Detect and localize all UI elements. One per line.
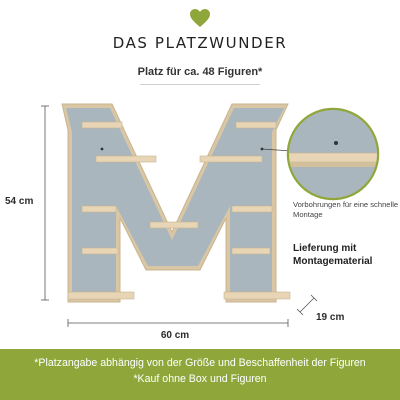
shelf-board xyxy=(236,122,276,128)
height-label: 54 cm xyxy=(5,196,34,207)
width-label: 60 cm xyxy=(160,330,190,341)
shelf-board xyxy=(68,292,134,299)
shelf-board xyxy=(232,206,272,212)
height-dimension xyxy=(41,106,49,300)
width-dimension xyxy=(68,319,288,327)
footer-note-1: *Platzangabe abhängig von der Größe und Beschaffenheit der Figuren xyxy=(34,357,366,369)
footer-note-2: *Kauf ohne Box und Figuren xyxy=(133,373,267,385)
capacity-subtitle: Platz für ca. 48 Figuren* xyxy=(137,66,263,78)
shelf-board xyxy=(82,122,122,128)
shelf-board xyxy=(200,156,262,162)
depth-dimension xyxy=(297,295,317,315)
shelf-board xyxy=(232,248,270,254)
page-title: DAS PLATZWUNDER xyxy=(112,34,288,52)
shelf-board xyxy=(224,292,290,299)
delivery-note: Lieferung mit Montagematerial xyxy=(293,243,373,267)
detail-magnifier xyxy=(288,109,378,200)
depth-label: 19 cm xyxy=(316,312,345,323)
shelf-board xyxy=(82,248,118,254)
m-shelf xyxy=(62,104,288,302)
shelf-board xyxy=(82,206,116,212)
predrilled-note: Vorbohrungen für eine schnelle Montage xyxy=(293,200,399,219)
shelf-board xyxy=(96,156,156,162)
shelf-board xyxy=(150,222,198,228)
